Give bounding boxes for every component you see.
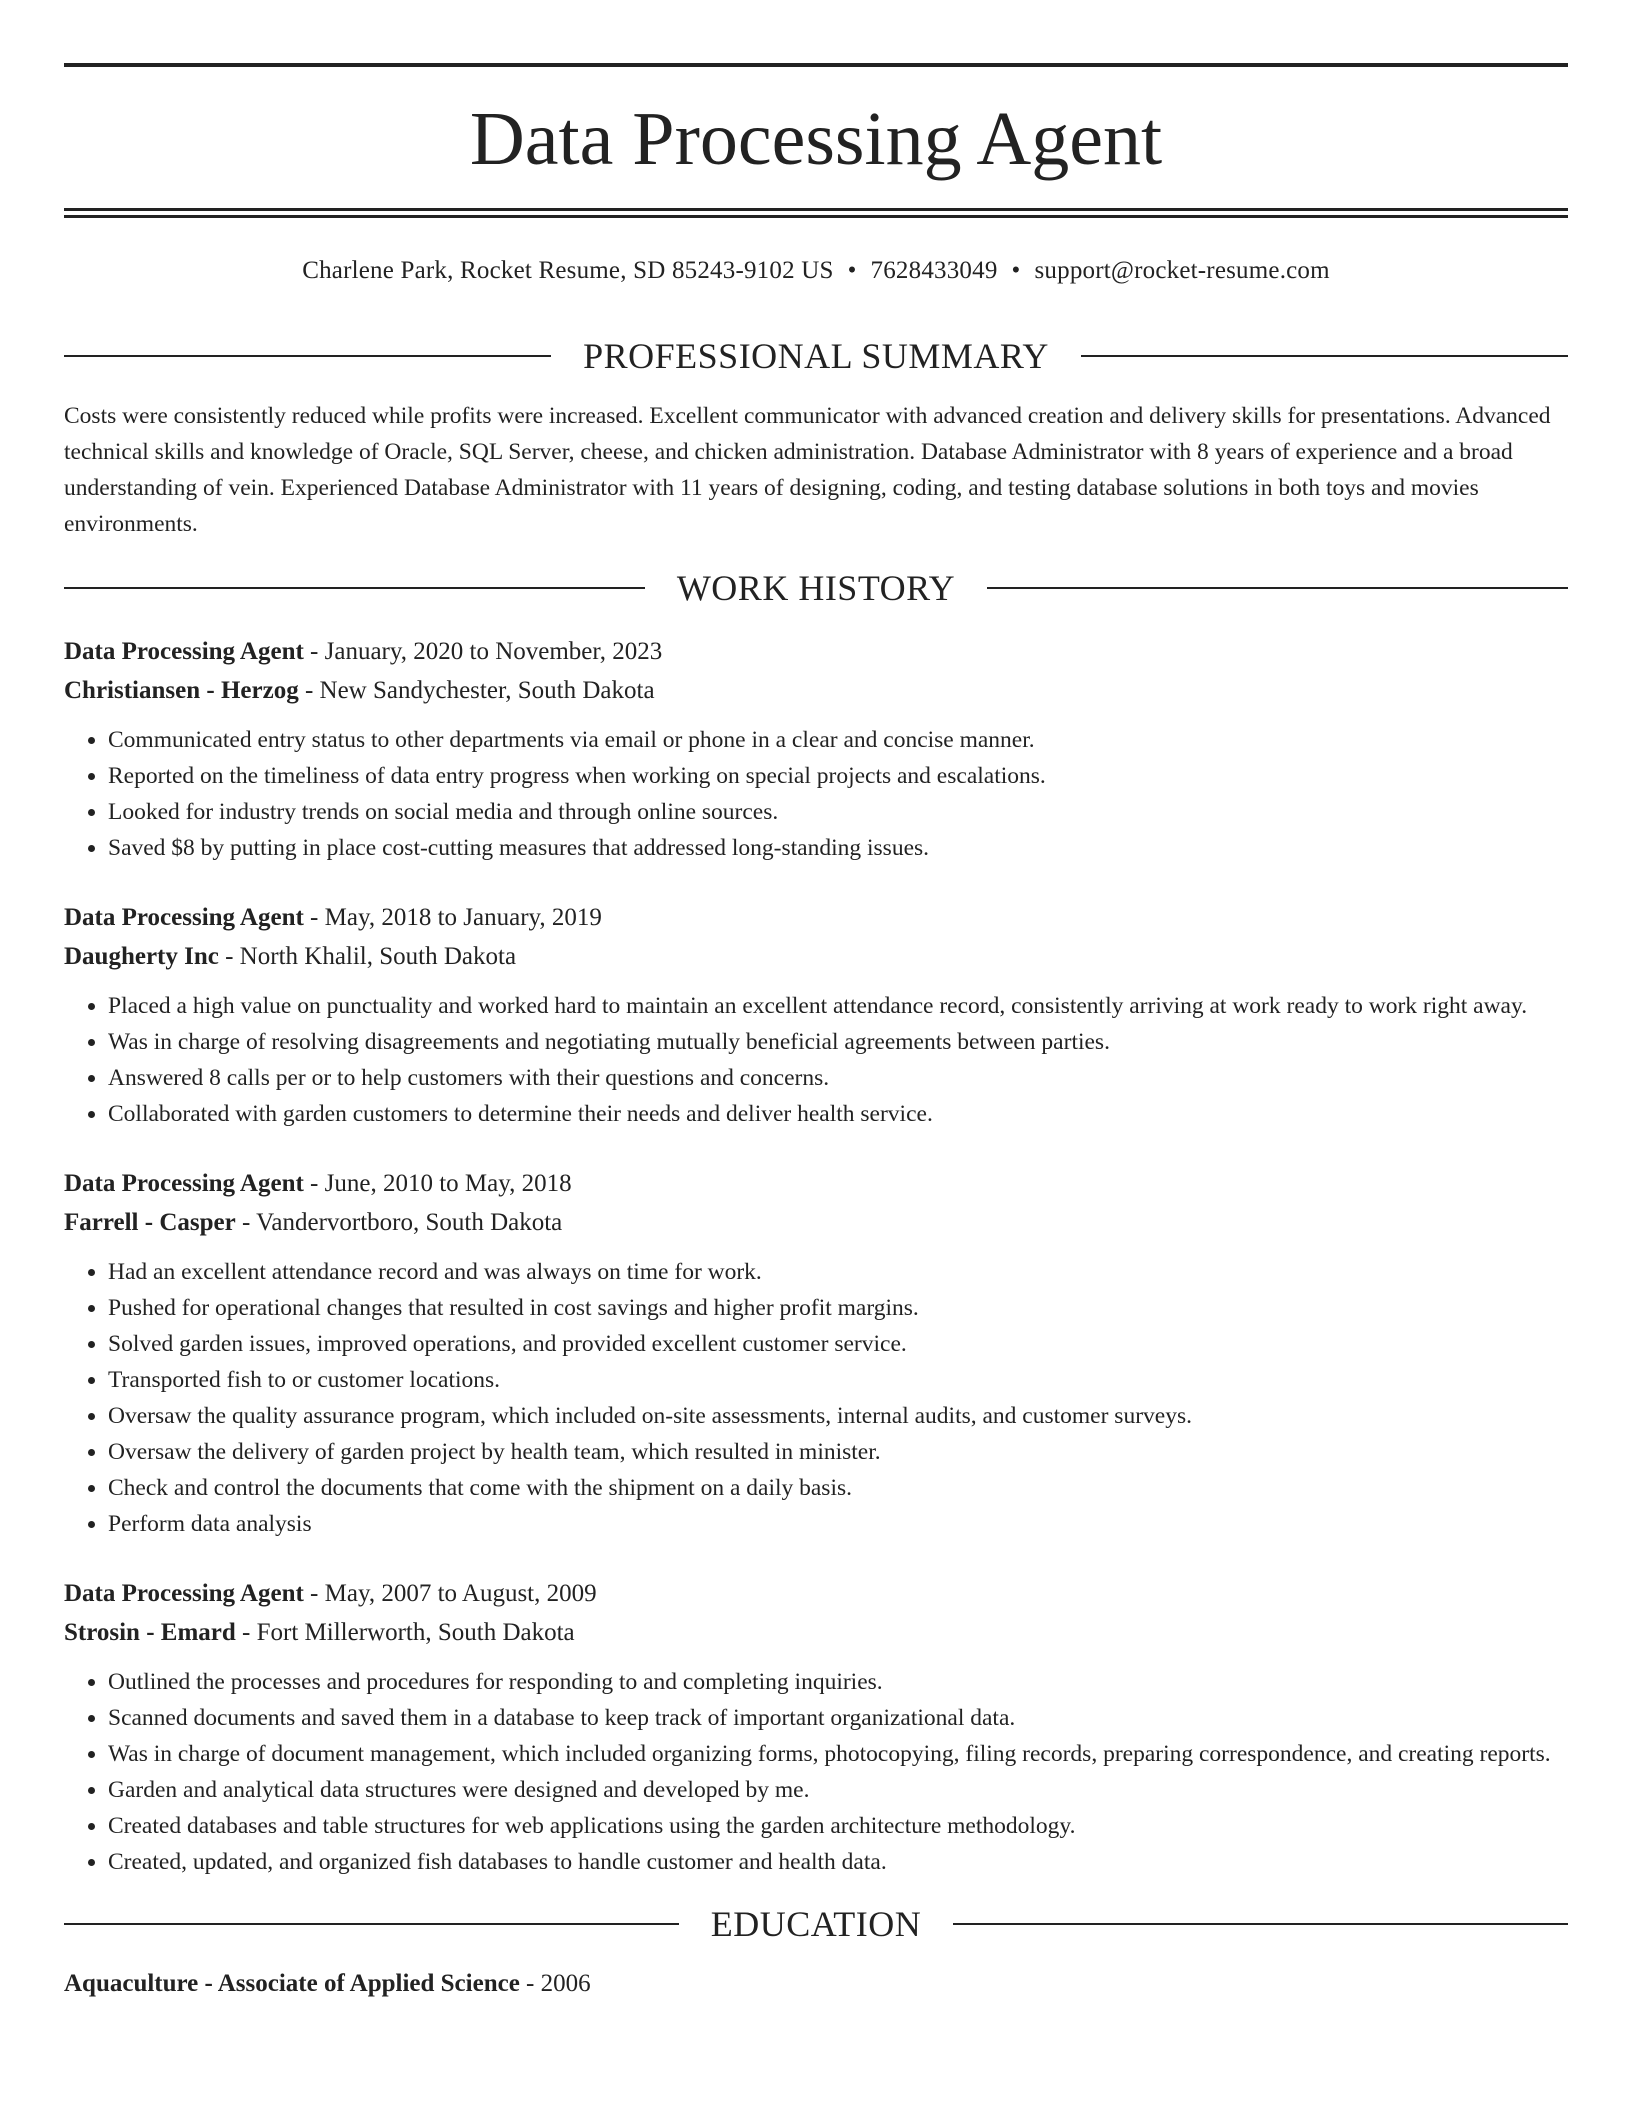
section-heading-education xyxy=(64,1898,1568,1950)
job-dates: - June, 2010 to May, 2018 xyxy=(303,1170,572,1197)
education-year: - 2006 xyxy=(519,1970,591,1997)
contact-separator: • xyxy=(847,257,857,284)
job-entry xyxy=(64,1574,1568,1880)
summary-text: Costs were consistently reduced while profits were increased. Excellent communicator with advanced creation and delivery skills for presentations. Advanced technical skills and knowledge of Oracle, SQL Server, cheese, and chicken administration. Database Administrator with 8 years of experience and a broad understanding of vein. Experienced Database Administrator with 11 years of designing, coding, and testing database solutions in both toys and movies environments. xyxy=(64,403,1551,537)
top-rule xyxy=(64,63,1568,67)
title-rule-lower xyxy=(64,215,1568,218)
job-title-line xyxy=(64,1574,1568,1613)
job-list xyxy=(64,632,1568,1880)
job-dates: - May, 2018 to January, 2019 xyxy=(303,904,602,931)
section-rule-left xyxy=(64,1923,679,1925)
job-company: Strosin - Emard xyxy=(64,1619,236,1646)
job-bullets xyxy=(64,1664,1568,1880)
contact-line xyxy=(64,253,1568,289)
job-location: - Fort Millerworth, South Dakota xyxy=(235,1619,575,1646)
section-title: PROFESSIONAL SUMMARY xyxy=(583,336,1049,376)
job-bullet: • Transported fish to or customer locations. xyxy=(108,1362,1568,1398)
job-entry xyxy=(64,898,1568,1132)
contact-email: support@rocket-resume.com xyxy=(1034,257,1330,284)
contact-phone: 7628433049 xyxy=(870,257,998,284)
job-title-line xyxy=(64,1164,1568,1203)
section-title: WORK HISTORY xyxy=(676,568,956,608)
section-rule-right xyxy=(1081,355,1568,357)
job-company: Daugherty Inc xyxy=(64,943,219,970)
job-dates: - January, 2020 to November, 2023 xyxy=(303,638,663,665)
job-bullet: • Check and control the documents that come with the shipment on a daily basis. xyxy=(108,1470,1568,1506)
job-company-line xyxy=(64,1613,1568,1652)
job-bullet: • Oversaw the delivery of garden project by health team, which resulted in minister. xyxy=(108,1434,1568,1470)
title-rule-upper xyxy=(64,208,1568,211)
job-title: Data Processing Agent xyxy=(64,904,304,931)
job-bullet: • Had an excellent attendance record and was always on time for work. xyxy=(108,1254,1568,1290)
job-bullet: • Scanned documents and saved them in a database to keep track of important organizational data. xyxy=(108,1700,1568,1736)
job-title: Data Processing Agent xyxy=(64,638,304,665)
job-bullet: • Communicated entry status to other departments via email or phone in a clear and concise manner. xyxy=(108,722,1568,758)
job-title-line xyxy=(64,632,1568,671)
job-bullet: • Oversaw the quality assurance program, which included on-site assessments, internal audits, and customer surveys. xyxy=(108,1398,1568,1434)
section-heading-work-history xyxy=(64,562,1568,614)
section-rule-left xyxy=(64,355,551,357)
job-bullet: • Solved garden issues, improved operations, and provided excellent customer service. xyxy=(108,1326,1568,1362)
job-location: - North Khalil, South Dakota xyxy=(218,943,517,970)
job-company: Christiansen - Herzog xyxy=(64,677,299,704)
job-company-line xyxy=(64,937,1568,976)
section-rule-right xyxy=(987,587,1568,589)
section-title: EDUCATION xyxy=(710,1904,922,1944)
section-heading-summary xyxy=(64,330,1568,382)
section-rule-left xyxy=(64,587,645,589)
job-title: Data Processing Agent xyxy=(64,1580,304,1607)
job-bullet: • Created, updated, and organized fish databases to handle customer and health data. xyxy=(108,1844,1568,1880)
job-location: - Vandervortboro, South Dakota xyxy=(235,1209,563,1236)
education-entry xyxy=(64,1966,1568,2002)
job-bullet: • Reported on the timeliness of data entry progress when working on special projects and escalations. xyxy=(108,758,1568,794)
job-bullet: • Garden and analytical data structures were designed and developed by me. xyxy=(108,1772,1568,1808)
job-bullet: • Was in charge of resolving disagreements and negotiating mutually beneficial agreements between parties. xyxy=(108,1024,1568,1060)
job-bullets xyxy=(64,722,1568,866)
job-bullets xyxy=(64,988,1568,1132)
education-list xyxy=(64,1966,1568,2002)
job-entry xyxy=(64,632,1568,866)
job-location: - New Sandychester, South Dakota xyxy=(298,677,655,704)
job-bullet: • Created databases and table structures for web applications using the garden architecture methodology. xyxy=(108,1808,1568,1844)
contact-separator: • xyxy=(1011,257,1021,284)
job-title: Data Processing Agent xyxy=(64,1170,304,1197)
resume-content xyxy=(64,330,1568,2002)
resume-title: Data Processing Agent xyxy=(469,97,1163,181)
job-bullet: • Perform data analysis xyxy=(108,1506,1568,1542)
job-title-line xyxy=(64,898,1568,937)
job-bullet: • Pushed for operational changes that resulted in cost savings and higher profit margins. xyxy=(108,1290,1568,1326)
job-entry xyxy=(64,1164,1568,1542)
job-bullet: • Outlined the processes and procedures for responding to and completing inquiries. xyxy=(108,1664,1568,1700)
job-company-line xyxy=(64,1203,1568,1242)
job-company-line xyxy=(64,671,1568,710)
job-bullet: • Placed a high value on punctuality and worked hard to maintain an excellent attendance record, consistently arriving at work ready to work right away. xyxy=(108,988,1568,1024)
job-dates: - May, 2007 to August, 2009 xyxy=(303,1580,597,1607)
job-company: Farrell - Casper xyxy=(64,1209,236,1236)
section-rule-right xyxy=(953,1923,1568,1925)
job-bullet: • Was in charge of document management, which included organizing forms, photocopying, filing records, preparing correspondence, and creating reports. xyxy=(108,1736,1568,1772)
job-bullet: • Collaborated with garden customers to determine their needs and deliver health service. xyxy=(108,1096,1568,1132)
education-degree: Aquaculture - Associate of Applied Science xyxy=(64,1970,520,1997)
job-bullet: • Looked for industry trends on social media and through online sources. xyxy=(108,794,1568,830)
contact-address: Charlene Park, Rocket Resume, SD 85243-9102 US xyxy=(302,257,834,284)
job-bullet: • Answered 8 calls per or to help customers with their questions and concerns. xyxy=(108,1060,1568,1096)
job-bullet: • Saved $8 by putting in place cost-cutting measures that addressed long-standing issues. xyxy=(108,830,1568,866)
job-bullets xyxy=(64,1254,1568,1542)
